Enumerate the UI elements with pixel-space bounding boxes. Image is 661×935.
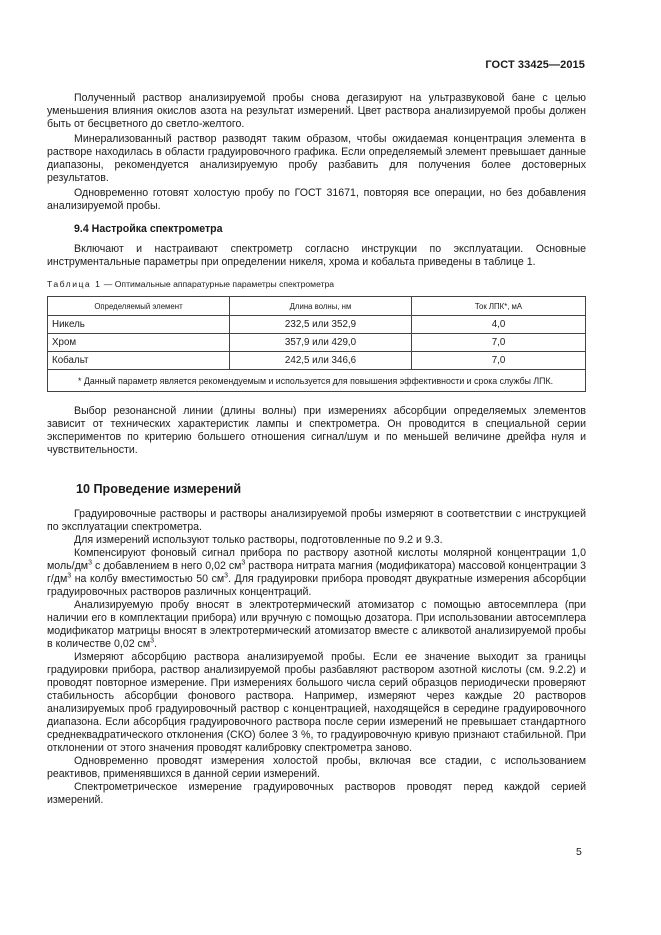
table-row [48,334,586,352]
paragraph-spectrometer-setup: Включают и настраивают спектрометр согласно инструкции по эксплуатации. Основные инструментальные параметры при определении никеля, хрома и кобальта приведены в таблице 1. [47,243,586,268]
paragraph-calibration-measurement: Спектрометрическое измерение градуировочных растворов проводят перед каждой серией измерений. [47,781,586,806]
paragraph-blank-measurement: Одновременно проводят измерения холостой пробы, включая все стадии, с использованием реактивов, применявшихся в данной серии измерений. [47,755,586,780]
paragraph-measurement-intro: Градуировочные растворы и растворы анализируемой пробы измеряют в соответствии с инструкцией по эксплуатации спектрометра. [47,508,586,533]
column-header-wavelength: Длина волны, нм [230,297,412,316]
paragraph-dilution: Минерализованный раствор разводят таким образом, чтобы ожидаемая концентрация элемента в растворе находилась в области градуировочного графика. Если определяемый элемент превышает данные диапазоны, рекомендуется анализируемую пробу разбавить для получения более достоверных результатов. [47,133,586,184]
table-caption [47,278,586,291]
table-note-row [48,370,586,392]
paragraph-solutions-used: Для измерений используют только растворы, подготовленные по 9.2 и 9.3. [74,534,443,546]
paragraph-background-compensation: Компенсируют фоновый сигнал прибора по раствору азотной кислоты молярной концентрации 1,0 моль/$дм^3$ с добавлением в него 0,02 $см^3$ раствора нитрата магния (модификатора) массовой концентрации 3 $г/дм^3$ на колбу вместимостью 50 $см^3$. Для градуировки прибора проводят двукратные измерения абсорбции градуировочных растворов различных концентраций. [47,547,587,598]
cell-element: Хром [48,334,230,352]
section-heading-9-4: 9.4 Настройка спектрометра [74,223,223,235]
section-heading-10: 10 Проведение измерений [76,482,242,496]
cell-current: 4,0 [412,316,586,334]
document-standard-number: ГОСТ 33425—2015 [485,59,585,71]
cell-wavelength: 357,9 или 429,0 [230,334,412,352]
table-caption-number: Таблица 1 [47,279,102,289]
table-footnote [48,370,586,392]
cell-current: 7,0 [412,334,586,352]
page-content [47,92,586,807]
page-number: 5 [576,846,582,858]
table-footnote-text: * Данный параметр является рекомендуемым и используется для повышения эффективности и срока службы ЛПК. [78,375,554,386]
cell-element: Никель [48,316,230,334]
paragraph-blank-sample: Одновременно готовят холостую пробу по ГОСТ 31671, повторяя все операции, но без добавления анализируемой пробы. [47,187,586,212]
cell-wavelength: 232,5 или 352,9 [230,316,412,334]
paragraph-sample-introduction: Анализируемую пробу вносят в электротермический атомизатор с помощью автосемплера (при наличии его в комплектации прибора) или вручную с помощью дозатора. При использовании автосемплера модификатор матрицы вносят в электротермический атомизатор вместе с аликвотой анализируемой пробы в количестве 0,02 $см^3$. [47,599,586,650]
paragraph-solution-degassing: Полученный раствор анализируемой пробы снова дегазируют на ультразвуковой бане с целью уменьшения влияния окислов азота на результат измерений. Цвет раствора анализируемой пробы должен быть от бесцветного до светло-желтого. [47,92,586,130]
cell-wavelength: 242,5 или 346,6 [230,352,412,370]
table-row [48,316,586,334]
column-header-current: Ток ЛПК*, мА [412,297,586,316]
table-header-row [48,297,586,316]
column-header-element: Определяемый элемент [48,297,230,316]
cell-element: Кобальт [48,352,230,370]
cell-current: 7,0 [412,352,586,370]
table-caption-text: — Оптимальные аппаратурные параметры спектрометра [101,279,335,289]
parameters-table [47,296,586,392]
table-row [48,352,586,370]
paragraph-wavelength-selection: Выбор резонансной линии (длины волны) при измерениях абсорбции определяемых элементов зависит от технических характеристик лампы и спектрометра. Он проводится в специальной серии экспериментов по критерию большего отношения сигнал/шум и по меньшей величине дрейфа нуля и чувствительности. [47,405,586,456]
paragraph-absorption-measurement: Измеряют абсорбцию раствора анализируемой пробы. Если ее значение выходит за границы градуировки прибора, раствор анализируемой пробы разбавляют раствором азотной кислоты (см. 9.2.2) и проводят повторное измерение. При измерениях большого числа серий образцов периодически проверяют стабильность абсорбции фонового раствора. Например, измеряют через каждые 20 растворов анализируемых проб градуировочный раствор с концентрацией, находящейся в середине градуировочного диапазона. Если абсорбция градуировочного раствора после серии измерений не превышает стандартного среднеквадратического отклонения (СКО) более 3 %, то градуировочную кривую признают стабильной. При отклонении от этого значения проводят калибровку спектрометра заново. [47,651,586,754]
